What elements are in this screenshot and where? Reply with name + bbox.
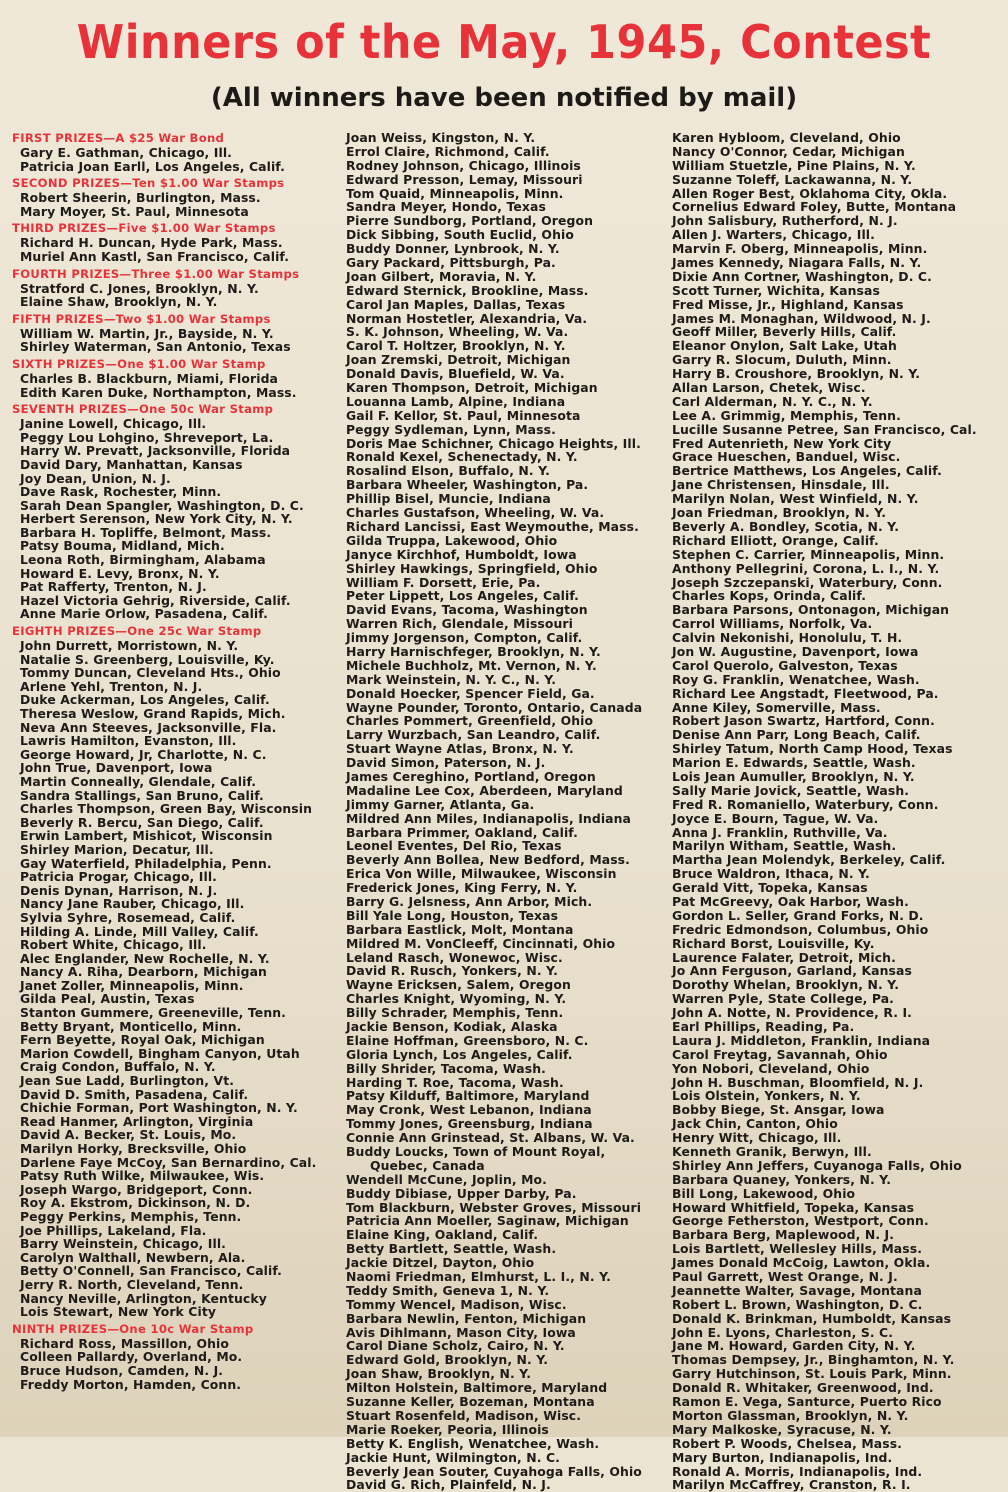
winner-entry: Jeannette Walter, Savage, Montana xyxy=(672,1282,922,1298)
winner-entry: Richard Ross, Massillon, Ohio xyxy=(20,1335,229,1351)
winner-entry: Elaine Shaw, Brooklyn, N. Y. xyxy=(20,294,218,310)
winner-entry: Fred Misse, Jr., Highland, Kansas xyxy=(672,296,904,312)
winner-entry: Kenneth Granik, Berwyn, Ill. xyxy=(672,1144,872,1160)
winner-entry: Buddy Loucks, Town of Mount Royal, xyxy=(346,1144,606,1160)
winner-entry: Joan Friedman, Brooklyn, N. Y. xyxy=(672,505,887,521)
winner-entry: Betty O'Connell, San Francisco, Calif. xyxy=(20,1263,282,1279)
winner-entry: Jimmy Garner, Atlanta, Ga. xyxy=(346,796,535,812)
winner-entry: Gerald Vitt, Topeka, Kansas xyxy=(672,880,868,896)
winner-entry: David Simon, Paterson, N. J. xyxy=(346,755,546,771)
winner-entry: Joan Weiss, Kingston, N. Y. xyxy=(346,130,536,145)
winner-entry: Nancy O'Connor, Cedar, Michigan xyxy=(672,143,905,159)
winner-entry: Marilyn Witham, Seattle, Wash. xyxy=(672,838,897,854)
winner-entry: Frederick Jones, King Ferry, N. Y. xyxy=(346,880,578,896)
winner-entry: Erica Von Wille, Milwaukee, Wisconsin xyxy=(346,866,617,882)
winner-entry: Doris Mae Schichner, Chicago Heights, Ill. xyxy=(346,435,641,451)
winner-entry: Duke Ackerman, Los Angeles, Calif. xyxy=(20,692,270,708)
winner-entry: Alec Englander, New Rochelle, N. Y. xyxy=(20,950,270,966)
winner-entry: James Kennedy, Niagara Falls, N. Y. xyxy=(672,255,922,271)
winner-entry: Warren Rich, Glendale, Missouri xyxy=(346,616,573,632)
winner-entry: Allen Roger Best, Oklahoma City, Okla. xyxy=(672,185,948,201)
winner-entry: Lucille Susanne Petree, San Francisco, Cal. xyxy=(672,421,977,437)
winner-entry: Naomi Friedman, Elmhurst, L. I., N. Y. xyxy=(346,1269,611,1285)
winner-entry: Rosalind Elson, Buffalo, N. Y. xyxy=(346,463,550,479)
winner-entry: Harding T. Roe, Tacoma, Wash. xyxy=(346,1074,564,1090)
winner-entry: Ronald A. Morris, Indianapolis, Ind. xyxy=(672,1463,923,1479)
winner-entry: Larry Wurzbach, San Leandro, Calif. xyxy=(346,727,601,743)
winner-entry: Martha Jean Molendyk, Berkeley, Calif. xyxy=(672,852,946,868)
prize-heading: FIFTH PRIZES—Two $1.00 War Stamps xyxy=(12,311,271,326)
winner-entry: Peggy Sydleman, Lynn, Mass. xyxy=(346,421,556,437)
winner-entry: Wayne Pounder, Toronto, Ontario, Canada xyxy=(346,699,643,715)
winner-entry: Fredric Edmondson, Columbus, Ohio xyxy=(672,921,929,937)
winner-entry: Pat Rafferty, Trenton, N. J. xyxy=(20,579,207,595)
winner-entry: Ronald Kexel, Schenectady, N. Y. xyxy=(346,449,578,465)
prize-heading: FIRST PRIZES—A $25 War Bond xyxy=(12,131,225,145)
winner-entry: Buddy Dibiase, Upper Darby, Pa. xyxy=(346,1185,577,1201)
winner-entry: Edward Sternick, Brookline, Mass. xyxy=(346,282,589,298)
winner-entry: Barbara H. Topliffe, Belmont, Mass. xyxy=(20,524,272,540)
winner-entry: Edith Karen Duke, Northampton, Mass. xyxy=(20,384,297,400)
winner-entry: Howard E. Levy, Bronx, N. Y. xyxy=(20,565,220,581)
winner-entry: Gloria Lynch, Los Angeles, Calif. xyxy=(346,1046,573,1062)
winner-entry: Patricia Progar, Chicago, Ill. xyxy=(20,869,217,885)
winner-entry: Quebec, Canada xyxy=(370,1157,485,1173)
winner-entry: Joan Zremski, Detroit, Michigan xyxy=(346,352,571,368)
prize-heading: SECOND PRIZES—Ten $1.00 War Stamps xyxy=(12,176,285,191)
winner-entry: Beverly A. Bondley, Scotia, N. Y. xyxy=(672,518,900,534)
prize-heading: SIXTH PRIZES—One $1.00 War Stamp xyxy=(12,356,266,371)
winner-entry: Bruce Waldron, Ithaca, N. Y. xyxy=(672,866,870,882)
winner-entry: Fred R. Romaniello, Waterbury, Conn. xyxy=(672,796,939,812)
winner-entry: Carl Alderman, N. Y. C., N. Y. xyxy=(672,393,873,409)
winner-entry: George Howard, Jr, Charlotte, N. C. xyxy=(20,746,267,762)
winner-entry: Pat McGreevy, Oak Harbor, Wash. xyxy=(672,893,909,909)
winner-entry: Shirley Hawkings, Springfield, Ohio xyxy=(346,560,598,576)
winner-entry: William F. Dorsett, Erie, Pa. xyxy=(346,574,541,590)
winner-entry: Craig Condon, Buffalo, N. Y. xyxy=(20,1059,216,1075)
winner-entry: Richard Borst, Louisville, Ky. xyxy=(672,935,875,951)
winner-entry: Erwin Lambert, Mishicot, Wisconsin xyxy=(20,828,273,844)
winner-entry: Marion Cowdell, Bingham Canyon, Utah xyxy=(20,1045,300,1061)
winner-entry: Jackie Ditzel, Dayton, Ohio xyxy=(346,1255,535,1271)
winner-entry: Sylvia Syhre, Rosemead, Calif. xyxy=(20,909,236,925)
winner-entry: Bruce Hudson, Camden, N. J. xyxy=(20,1362,224,1378)
winner-entry: Chichie Forman, Port Washington, N. Y. xyxy=(20,1100,298,1116)
winner-entry: John A. Notte, N. Providence, R. I. xyxy=(672,1005,912,1021)
winner-entry: Joseph Wargo, Bridgeport, Conn. xyxy=(20,1181,253,1197)
winner-entry: Jimmy Jorgenson, Compton, Calif. xyxy=(346,630,583,646)
winner-entry: Colleen Pallardy, Overland, Mo. xyxy=(20,1349,243,1365)
winner-entry: Marion E. Edwards, Seattle, Wash. xyxy=(672,755,916,771)
winner-entry: Patsy Bouma, Midland, Mich. xyxy=(20,538,225,554)
winner-entry: James Cereghino, Portland, Oregon xyxy=(346,768,596,784)
winner-entry: Barbara Eastlick, Molt, Montana xyxy=(346,921,574,937)
winner-entry: Marilyn Nolan, West Winfield, N. Y. xyxy=(672,491,919,507)
winner-entry: Sandra Stallings, San Bruno, Calif. xyxy=(20,787,264,803)
winner-entry: David G. Rich, Plainfeld, N. J. xyxy=(346,1477,551,1492)
winner-entry: Nancy A. Riha, Dearborn, Michigan xyxy=(20,964,267,980)
winner-entry: Calvin Nekonishi, Honolulu, T. H. xyxy=(672,630,903,646)
winner-entry: Garry Hutchinson, St. Louis Park, Minn. xyxy=(672,1366,952,1382)
winner-entry: Stuart Rosenfeld, Madison, Wisc. xyxy=(346,1407,582,1423)
winner-entry: Ramon E. Vega, Santurce, Puerto Rico xyxy=(672,1394,942,1410)
page-title: Winners of the May, 1945, Contest xyxy=(76,15,932,70)
winner-entry: Janyce Kirchhof, Humboldt, Iowa xyxy=(346,546,577,562)
winner-entry: Denis Dynan, Harrison, N. J. xyxy=(20,882,218,898)
winner-entry: Barbara Berg, Maplewood, N. J. xyxy=(672,1227,895,1243)
winner-entry: Robert Sheerin, Burlington, Mass. xyxy=(20,190,261,206)
winner-entry: William Stuetzle, Pine Plains, N. Y. xyxy=(672,157,916,173)
winner-entry: Stephen C. Carrier, Minneapolis, Minn. xyxy=(672,546,945,562)
winner-entry: Jane M. Howard, Garden City, N. Y. xyxy=(672,1338,916,1354)
winner-entry: Carol Querolo, Galveston, Texas xyxy=(672,657,898,673)
winner-entry: Norman Hostetler, Alexandria, Va. xyxy=(346,310,588,326)
prize-heading: THIRD PRIZES—Five $1.00 War Stamps xyxy=(12,221,276,236)
winner-entry: Beverly Ann Bollea, New Bedford, Mass. xyxy=(346,852,630,868)
winner-entry: Lee A. Grimmig, Memphis, Tenn. xyxy=(672,407,901,423)
winner-entry: Marvin F. Oberg, Minneapolis, Minn. xyxy=(672,241,928,257)
page-subtitle: (All winners have been notified by mail) xyxy=(210,83,798,113)
winner-entry: Gary E. Gathman, Chicago, Ill. xyxy=(20,145,232,160)
winner-entry: Tommy Wencel, Madison, Wisc. xyxy=(346,1296,567,1312)
winner-entry: S. K. Johnson, Wheeling, W. Va. xyxy=(346,324,569,340)
winner-entry: Harry B. Croushore, Brooklyn, N. Y. xyxy=(672,366,921,382)
winner-entry: Tom Quaid, Minneapolis, Minn. xyxy=(346,185,564,201)
winner-entry: Charles Gustafson, Wheeling, W. Va. xyxy=(346,505,605,521)
winner-entry: Lois Olstein, Yonkers, N. Y. xyxy=(672,1088,861,1104)
winner-entry: Gary Packard, Pittsburgh, Pa. xyxy=(346,255,556,271)
winner-entry: Gordon L. Seller, Grand Forks, N. D. xyxy=(672,907,924,923)
winner-entry: Avis Dihlmann, Mason City, Iowa xyxy=(346,1324,576,1340)
winners-column-2 xyxy=(346,131,666,1492)
winner-entry: Karen Hybloom, Cleveland, Ohio xyxy=(672,130,901,145)
winner-entry: Lois Stewart, New York City xyxy=(20,1304,217,1320)
winner-entry: Carrol Williams, Norfolk, Va. xyxy=(672,616,873,632)
winner-entry: Robert L. Brown, Washington, D. C. xyxy=(672,1296,923,1312)
winner-entry: Gilda Truppa, Lakewood, Ohio xyxy=(346,532,558,548)
winner-entry: Barry G. Jelsness, Ann Arbor, Mich. xyxy=(346,893,593,909)
winner-entry: Mary Burton, Indianapolis, Ind. xyxy=(672,1449,893,1465)
winner-entry: Dick Sibbing, South Euclid, Ohio xyxy=(346,227,574,243)
winner-entry: Mary Moyer, St. Paul, Minnesota xyxy=(20,203,249,219)
winner-entry: Barbara Parsons, Ontonagon, Michigan xyxy=(672,602,950,618)
winner-entry: Read Hanmer, Arlington, Virginia xyxy=(20,1113,254,1129)
winner-entry: Nancy Neville, Arlington, Kentucky xyxy=(20,1290,267,1306)
winner-entry: Bobby Biege, St. Ansgar, Iowa xyxy=(672,1102,885,1118)
winner-entry: Teddy Smith, Geneva 1, N. Y. xyxy=(346,1282,550,1298)
winner-entry: Beverly R. Bercu, San Diego, Calif. xyxy=(20,814,264,830)
winner-entry: Roy A. Ekstrom, Dickinson, N. D. xyxy=(20,1195,251,1211)
winner-entry: Charles Thompson, Green Bay, Wisconsin xyxy=(20,801,313,817)
winner-entry: John E. Lyons, Charleston, S. C. xyxy=(672,1324,894,1340)
winner-entry: David Dary, Manhattan, Kansas xyxy=(20,456,243,472)
winner-entry: Barbara Primmer, Oakland, Calif. xyxy=(346,824,578,840)
winner-entry: Madaline Lee Cox, Aberdeen, Maryland xyxy=(346,782,623,798)
winner-entry: Marilyn Horky, Brecksville, Ohio xyxy=(20,1141,247,1156)
winner-entry: Neva Ann Steeves, Jacksonville, Fla. xyxy=(20,719,277,735)
winner-entry: Billy Shrider, Tacoma, Wash. xyxy=(346,1060,546,1076)
winner-entry: Jo Ann Ferguson, Garland, Kansas xyxy=(672,963,912,979)
winner-entry: Paul Garrett, West Orange, N. J. xyxy=(672,1269,898,1285)
winners-column-1 xyxy=(12,131,332,1390)
winner-entry: Janine Lowell, Chicago, Ill. xyxy=(20,416,207,432)
winner-entry: Barbara Wheeler, Washington, Pa. xyxy=(346,477,589,493)
winner-entry: Barbara Newlin, Fenton, Michigan xyxy=(346,1310,587,1326)
winner-entry: David R. Rusch, Yonkers, N. Y. xyxy=(346,963,558,979)
winner-entry: Laurence Falater, Detroit, Mich. xyxy=(672,949,896,965)
winner-entry: Carol Freytag, Savannah, Ohio xyxy=(672,1046,888,1062)
winner-entry: Patsy Kilduff, Baltimore, Maryland xyxy=(346,1088,590,1104)
winner-entry: Leland Rasch, Wonewoc, Wisc. xyxy=(346,949,563,965)
winner-entry: Bill Yale Long, Houston, Texas xyxy=(346,907,559,923)
winner-entry: Scott Turner, Wichita, Kansas xyxy=(672,282,880,298)
winner-entry: Patsy Ruth Wilke, Milwaukee, Wis. xyxy=(20,1168,265,1184)
winner-entry: Roy G. Franklin, Wenatchee, Wash. xyxy=(672,671,920,687)
winner-entry: Gay Waterfield, Philadelphia, Penn. xyxy=(20,855,272,871)
prize-heading: EIGHTH PRIZES—One 25c War Stamp xyxy=(12,624,262,639)
winner-entry: James M. Monaghan, Wildwood, N. J. xyxy=(672,310,931,326)
winner-entry: Denise Ann Parr, Long Beach, Calif. xyxy=(672,727,921,743)
winner-entry: Tommy Duncan, Cleveland Hts., Ohio xyxy=(20,665,281,681)
winner-entry: Grace Hueschen, Banduel, Wisc. xyxy=(672,449,901,465)
winner-entry: Joe Phillips, Lakeland, Fla. xyxy=(20,1222,207,1238)
winner-entry: Tommy Jones, Greensburg, Indiana xyxy=(346,1116,593,1132)
prize-heading: NINTH PRIZES—One 10c War Stamp xyxy=(12,1321,254,1336)
winner-entry: Cornelius Edward Foley, Butte, Montana xyxy=(672,199,957,215)
winner-entry: Richard Lee Angstadt, Fleetwood, Pa. xyxy=(672,685,939,701)
prize-heading: SEVENTH PRIZES—One 50c War Stamp xyxy=(12,402,274,417)
winner-entry: George Fetherston, Westport, Conn. xyxy=(672,1213,929,1229)
winner-entry: Henry Witt, Chicago, Ill. xyxy=(672,1130,842,1146)
winner-entry: Dave Rask, Rochester, Minn. xyxy=(20,484,222,500)
winner-entry: Milton Holstein, Baltimore, Maryland xyxy=(346,1380,608,1396)
winner-entry: Joseph Szczepanski, Waterbury, Conn. xyxy=(672,574,943,590)
winner-entry: Bertrice Matthews, Los Angeles, Calif. xyxy=(672,463,942,479)
winner-entry: Arlene Yehl, Trenton, N. J. xyxy=(20,678,203,694)
winner-entry: David A. Becker, St. Louis, Mo. xyxy=(20,1127,237,1143)
winner-entry: Anne Marie Orlow, Pasadena, Calif. xyxy=(20,606,268,622)
winner-entry: Jean Sue Ladd, Burlington, Vt. xyxy=(20,1073,235,1089)
winner-entry: John Salisbury, Rutherford, N. J. xyxy=(672,213,898,229)
winner-entry: Martin Conneally, Glendale, Calif. xyxy=(20,773,257,789)
winner-entry: Elaine King, Oakland, Calif. xyxy=(346,1227,539,1243)
winner-entry: Shirley Tatum, North Camp Hood, Texas xyxy=(672,741,953,757)
winner-entry: Connie Ann Grinstead, St. Albans, W. Va. xyxy=(346,1130,635,1146)
winner-entry: Earl Phillips, Reading, Pa. xyxy=(672,1019,855,1034)
winner-entry: Donald Davis, Bluefield, W. Va. xyxy=(346,366,565,382)
winner-entry: Robert Jason Swartz, Hartford, Conn. xyxy=(672,713,935,729)
winner-entry: James Donald McCoig, Lawton, Okla. xyxy=(672,1255,931,1271)
winner-entry: Suzanne Toleff, Lackawanna, N. Y. xyxy=(672,171,913,187)
winner-entry: William W. Martin, Jr., Bayside, N. Y. xyxy=(20,325,274,341)
winner-entry: Betty Bartlett, Seattle, Wash. xyxy=(346,1241,557,1257)
winner-entry: Barry Weinstein, Chicago, Ill. xyxy=(20,1236,226,1252)
winner-entry: Anne Kiley, Somerville, Mass. xyxy=(672,699,881,715)
winner-entry: Bill Long, Lakewood, Ohio xyxy=(672,1185,856,1201)
winner-entry: Muriel Ann Kastl, San Francisco, Calif. xyxy=(20,248,290,264)
winner-entry: Anna J. Franklin, Ruthville, Va. xyxy=(672,824,888,840)
winner-entry: Wayne Ericksen, Salem, Oregon xyxy=(346,977,571,993)
winner-entry: Harry Harnischfeger, Brooklyn, N. Y. xyxy=(346,643,601,659)
winner-entry: Shirley Marion, Decatur, Ill. xyxy=(20,841,214,857)
winner-entry: Pierre Sundborg, Portland, Oregon xyxy=(346,213,593,229)
winner-entry: Theresa Weslow, Grand Rapids, Mich. xyxy=(20,706,286,721)
winner-entry: Betty Bryant, Monticello, Minn. xyxy=(20,1018,242,1034)
winner-entry: Harry W. Prevatt, Jacksonville, Florida xyxy=(20,443,291,459)
winner-entry: Hazel Victoria Gehrig, Riverside, Calif. xyxy=(20,592,291,608)
winner-entry: Charles Knight, Wyoming, N. Y. xyxy=(346,991,567,1007)
winner-entry: Darlene Faye McCoy, San Bernardino, Cal. xyxy=(20,1154,317,1170)
winner-entry: Dixie Ann Cortner, Washington, D. C. xyxy=(672,268,932,284)
winner-entry: Joyce E. Bourn, Tague, W. Va. xyxy=(672,810,879,826)
winner-entry: Jackie Benson, Kodiak, Alaska xyxy=(346,1019,558,1034)
winner-entry: Freddy Morton, Hamden, Conn. xyxy=(20,1376,242,1392)
winners-column-3 xyxy=(672,131,1004,1492)
winner-entry: Peter Lippett, Los Angeles, Calif. xyxy=(346,588,579,604)
winner-entry: Robert P. Woods, Chelsea, Mass. xyxy=(672,1435,902,1451)
winner-entry: Janet Zoller, Minneapolis, Minn. xyxy=(20,977,244,993)
winner-entry: Morton Glassman, Brooklyn, N. Y. xyxy=(672,1407,909,1423)
winner-entry: Mildred M. VonCleeff, Cincinnati, Ohio xyxy=(346,935,616,951)
winner-entry: Hilding A. Linde, Mill Valley, Calif. xyxy=(20,923,259,939)
winner-entry: Gilda Peal, Austin, Texas xyxy=(20,991,195,1007)
winner-entry: Donald K. Brinkman, Humboldt, Kansas xyxy=(672,1310,952,1326)
winner-entry: Sarah Dean Spangler, Washington, D. C. xyxy=(20,497,304,513)
winner-entry: Karen Thompson, Detroit, Michigan xyxy=(346,380,598,396)
winner-entry: Anthony Pellegrini, Corona, L. I., N. Y. xyxy=(672,560,940,576)
winner-entry: May Cronk, West Lebanon, Indiana xyxy=(346,1102,592,1118)
winner-entry: Suzanne Keller, Bozeman, Montana xyxy=(346,1394,595,1410)
winner-entry: Nancy Jane Rauber, Chicago, Ill. xyxy=(20,896,245,912)
winner-entry: Joan Shaw, Brooklyn, N. Y. xyxy=(346,1366,532,1382)
winner-entry: Stratford C. Jones, Brooklyn, N. Y. xyxy=(20,280,259,296)
winner-entry: John True, Davenport, Iowa xyxy=(20,760,213,776)
winner-entry: Marie Roeker, Peoria, Illinois xyxy=(346,1421,549,1437)
winner-entry: Peggy Lou Lohgino, Shreveport, La. xyxy=(20,429,274,445)
winner-entry: Dorothy Whelan, Brooklyn, N. Y. xyxy=(672,977,900,993)
winner-entry: Howard Whitfield, Topeka, Kansas xyxy=(672,1199,915,1215)
winner-entry: Carol Diane Scholz, Cairo, N. Y. xyxy=(346,1338,565,1354)
winner-entry: David Evans, Tacoma, Washington xyxy=(346,602,588,618)
winner-entry: Peggy Perkins, Memphis, Tenn. xyxy=(20,1208,242,1224)
winner-entry: Billy Schrader, Memphis, Tenn. xyxy=(346,1005,564,1021)
winner-entry: Fred Autenrieth, New York City xyxy=(672,435,892,451)
winner-entry: Patricia Ann Moeller, Saginaw, Michigan xyxy=(346,1213,629,1229)
winner-entry: Donald Hoecker, Spencer Field, Ga. xyxy=(346,685,595,701)
winner-entry: Shirley Ann Jeffers, Cuyanoga Falls, Ohio xyxy=(672,1157,962,1173)
winner-entry: Thomas Dempsey, Jr., Binghamton, N. Y. xyxy=(672,1352,955,1368)
winner-entry: Errol Claire, Richmond, Calif. xyxy=(346,143,550,159)
winner-entry: Joy Dean, Union, N. J. xyxy=(20,470,171,486)
winner-entry: Charles B. Blackburn, Miami, Florida xyxy=(20,370,279,386)
winner-entry: Beverly Jean Souter, Cuyahoga Falls, Ohio xyxy=(346,1463,642,1479)
winner-entry: Richard H. Duncan, Hyde Park, Mass. xyxy=(20,235,283,251)
winner-entry: Sandra Meyer, Hondo, Texas xyxy=(346,199,546,215)
prize-heading: FOURTH PRIZES—Three $1.00 War Stamps xyxy=(12,266,300,281)
winner-entry: Stuart Wayne Atlas, Bronx, N. Y. xyxy=(346,741,574,757)
winner-entry: Leona Roth, Birmingham, Alabama xyxy=(20,552,266,568)
winner-entry: Jackie Hunt, Wilmington, N. C. xyxy=(346,1449,560,1465)
winner-entry: Fern Beyette, Royal Oak, Michigan xyxy=(20,1032,265,1048)
winner-entry: Edward Gold, Brooklyn, N. Y. xyxy=(346,1352,549,1368)
winner-entry: Lawris Hamilton, Evanston, Ill. xyxy=(20,733,237,749)
winner-entry: Louanna Lamb, Alpine, Indiana xyxy=(346,393,566,409)
winner-entry: Joan Gilbert, Moravia, N. Y. xyxy=(346,268,537,284)
winner-entry: Jon W. Augustine, Davenport, Iowa xyxy=(672,643,919,659)
winner-entry: Charles Kops, Orinda, Calif. xyxy=(672,588,867,604)
winner-entry: Patricia Joan Earll, Los Angeles, Calif. xyxy=(20,158,285,174)
winner-entry: Allan Larson, Chetek, Wisc. xyxy=(672,380,866,396)
winner-entry: Lois Jean Aumuller, Brooklyn, N. Y. xyxy=(672,768,915,784)
winner-entry: Elaine Hoffman, Greensboro, N. C. xyxy=(346,1032,589,1048)
winner-entry: Jane Christensen, Hinsdale, Ill. xyxy=(672,477,890,493)
winner-entry: Lois Bartlett, Wellesley Hills, Mass. xyxy=(672,1241,922,1257)
winner-entry: Charles Pommert, Greenfield, Ohio xyxy=(346,713,594,729)
winner-entry: Mary Malkoske, Syracuse, N. Y. xyxy=(672,1421,892,1437)
winner-entry: Phillip Bisel, Muncie, Indiana xyxy=(346,491,551,507)
winner-entry: Wendell McCune, Joplin, Mo. xyxy=(346,1171,547,1187)
winner-entry: Eleanor Onylon, Salt Lake, Utah xyxy=(672,338,897,354)
winner-entry: Richard Elliott, Orange, Calif. xyxy=(672,532,879,548)
winner-entry: Buddy Donner, Lynbrook, N. Y. xyxy=(346,241,560,257)
winner-entry: Robert White, Chicago, Ill. xyxy=(20,937,207,953)
winner-entry: Stanton Gummere, Greeneville, Tenn. xyxy=(20,1005,286,1021)
winner-entry: Laura J. Middleton, Franklin, Indiana xyxy=(672,1032,931,1048)
winner-entry: Herbert Serenson, New York City, N. Y. xyxy=(20,511,293,527)
winner-entry: Garry R. Slocum, Duluth, Minn. xyxy=(672,352,892,368)
winner-entry: Yon Nobori, Cleveland, Ohio xyxy=(672,1060,870,1076)
winner-entry: Mark Weinstein, N. Y. C., N. Y. xyxy=(346,671,557,687)
winner-entry: Tom Blackburn, Webster Groves, Missouri xyxy=(346,1199,642,1215)
winner-entry: Sally Marie Jovick, Seattle, Wash. xyxy=(672,782,910,798)
winner-entry: Leonel Eventes, Del Rio, Texas xyxy=(346,838,562,854)
winner-entry: Gail F. Kellor, St. Paul, Minnesota xyxy=(346,407,581,423)
winner-entry: Betty K. English, Wenatchee, Wash. xyxy=(346,1435,600,1451)
winner-entry: Michele Buchholz, Mt. Vernon, N. Y. xyxy=(346,657,597,673)
winner-entry: Allen J. Warters, Chicago, Ill. xyxy=(672,227,875,243)
winner-entry: Richard Lancissi, East Weymouthe, Mass. xyxy=(346,518,639,534)
winner-entry: Natalie S. Greenberg, Louisville, Ky. xyxy=(20,651,275,667)
winner-entry: Jerry R. North, Cleveland, Tenn. xyxy=(20,1276,244,1292)
winner-entry: Carolyn Walthall, Newbern, Ala. xyxy=(20,1249,246,1265)
winner-entry: Jack Chin, Canton, Ohio xyxy=(672,1116,838,1132)
winner-entry: Rodney Johnson, Chicago, Illinois xyxy=(346,157,581,173)
winner-entry: Geoff Miller, Beverly Hills, Calif. xyxy=(672,324,897,340)
winner-entry: Carol T. Holtzer, Brooklyn, N. Y. xyxy=(346,338,566,354)
winner-entry: Carol Jan Maples, Dallas, Texas xyxy=(346,296,566,312)
winner-entry: David D. Smith, Pasadena, Calif. xyxy=(20,1086,249,1102)
winner-entry: Warren Pyle, State College, Pa. xyxy=(672,991,894,1007)
winner-entry: John H. Buschman, Bloomfield, N. J. xyxy=(672,1074,924,1090)
winner-entry: John Durrett, Morristown, N. Y. xyxy=(20,638,239,654)
winner-entry: Marilyn McCaffrey, Cranston, R. I. xyxy=(672,1477,911,1492)
winner-entry: Mildred Ann Miles, Indianapolis, Indiana xyxy=(346,810,632,826)
winner-entry: Donald R. Whitaker, Greenwood, Ind. xyxy=(672,1380,934,1396)
winner-entry: Edward Presson, Lemay, Missouri xyxy=(346,171,583,187)
winner-entry: Shirley Waterman, San Antonio, Texas xyxy=(20,339,291,355)
winner-entry: Barbara Quaney, Yonkers, N. Y. xyxy=(672,1171,892,1187)
